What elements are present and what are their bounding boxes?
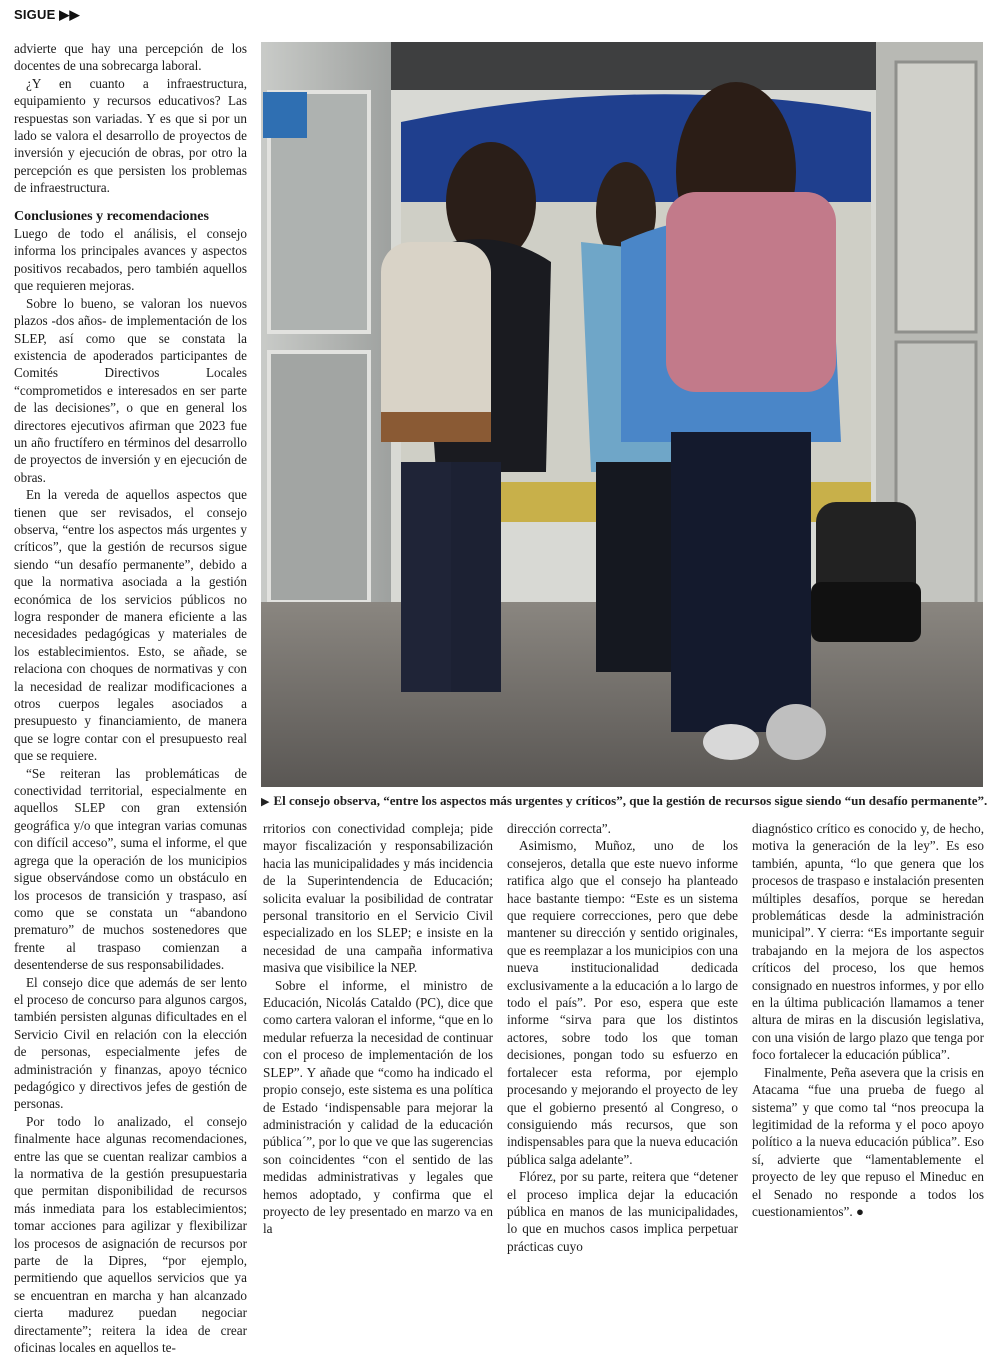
article-column-4 <box>752 820 984 1220</box>
article-column-3 <box>507 820 738 1255</box>
paragraph: advierte que hay una percepción de los docentes de una sobrecarga laboral. <box>14 41 247 74</box>
section-label-text: SIGUE <box>14 7 56 22</box>
paragraph <box>752 1064 984 1221</box>
caption-arrow-icon: ▶ <box>261 796 270 808</box>
paragraph: El consejo dice que además de ser lento el proceso de concurso para algunos cargos, también persisten algunas dificultades en el Servicio Civil en relación con la elección de personas, especialmente jefes de administración y finanzas, apoyo técnico pedagógico y directivos jefes de gestión de personas. <box>14 974 247 1112</box>
article-photo <box>261 42 983 787</box>
paragraph: rritorios con conectividad compleja; pide mayor fiscalización y responsabilización hacia las municipalidades y más incidencia de la Superintendencia de Educación; solicita evaluar la posibilidad de contratar personal transitorio en el Servicio Civil especializado en los SLEP; e insiste en la necesidad de una campaña informativa masiva que visibilice la NEP. <box>263 821 493 976</box>
paragraph: Flórez, por su parte, reitera que “detener el proceso implica dejar la educación pública en manos de las municipalidades, lo que en muchos casos implica perpetuar prácticas cuyo <box>507 1169 738 1254</box>
section-label <box>14 7 80 23</box>
students-entering-school-photo <box>261 42 983 787</box>
end-of-article-icon: ● <box>856 1203 864 1219</box>
paragraph: En la vereda de aquellos aspectos que tienen que ser revisados, el consejo observa, “entre los aspectos más urgentes y críticos”, que la gestión de recursos sigue siendo “un desafío permanente”, debido a que la normativa asociada a la gestión económica de los servicios públicos no logra responder de manera eficiente a las necesidades pedagógicas y materiales de los establecimientos. Esto, se añade, se relaciona con choques de normativas y con la necesidad de realizar modificaciones a otros cuerpos legales asociados a presupuesto y financiamiento, de manera que se logre contar con el presupuesto real que se requiere. <box>14 487 247 764</box>
double-arrow-icon: ▶▶ <box>59 7 80 22</box>
paragraph: Por todo lo analizado, el consejo finalmente hace algunas recomendaciones, entre las que se cuentan realizar cambios a la normativa de la gestión presupuestaria que permitan disponibilidad de recursos más inmediata para los establecimientos; tomar acciones para agilizar y flexibilizar los procesos de asignación de recursos por parte de la Dipres, “por ejemplo, permitiendo que aquellos servicios que ya se encuentran en marcha y han alcanzado cierta madurez puedan negociar directamente”; reitera la idea de crear oficinas locales en aquellos te- <box>14 1113 247 1356</box>
paragraph: dirección correcta”. <box>507 821 611 836</box>
paragraph: ¿Y en cuanto a infraestructura, equipamiento y recursos educativos? Las respuestas son variadas. Y es que si por un lado se valora el desarrollo de proyectos de inversión y ejecución de obras, por otro la percepción es que persisten los problemas de infraestructura. <box>14 75 247 196</box>
article-column-1 <box>14 40 247 1356</box>
paragraph: “Se reiteran las problemáticas de conectividad territorial, especialmente en aquellos SLEP con gran extensión geográfica y/o que integran varias comunas con difícil acceso”, suma el informe, el que agrega que la operación de los municipios sigue observándose como un obstáculo en los procesos de transición y traspaso, así como que se constata un “abandono prematuro” de muchos sostenedores que frente al traspaso comienzan a desentenderse de sus responsabilidades. <box>14 765 247 973</box>
section-heading: Conclusiones y recomendaciones <box>14 208 209 224</box>
paragraph: Sobre lo bueno, se valoran los nuevos plazos -dos años- de implementación de los SLEP, así como que se constata la existencia de apoderados participantes de Comités Directivos Locales “comprometidos e interesados en ser parte de las decisiones”, o que en general los directores ejecutivos afirman que 2023 fue un año fructífero en términos del desarrollo de proyectos de inversión y en ejecución de obras. <box>14 295 247 485</box>
caption-text: El consejo observa, “entre los aspectos más urgentes y críticos”, que la gestión de recursos sigue siendo “un desafío permanente”. <box>273 793 988 808</box>
photo-caption <box>261 792 1000 811</box>
paragraph: Luego de todo el análisis, el consejo informa los principales avances y aspectos positivos recabados, pero también aquellos que requieren mejoras. <box>14 226 247 294</box>
paragraph: Asimismo, Muñoz, uno de los consejeros, detalla que este nuevo informe ratifica algo que el consejo ha planteado hace bastante tiempo: “Este es un sistema que requiere correcciones, pero que debe mantener su dirección y sentido originales, que es reemplazar a los municipios con una nueva institucionalidad dedicada exclusivamente a la educación a lo largo de todo el país”. Por eso, espera que este informe “sirva para que los distintos actores, sobre todo los que toman decisiones, pongan todo su esfuerzo en fortalecer esta reforma, por ejemplo procesando y mejorando el proyecto de ley que el gobierno presentó al Congreso, o consiguiendo más recursos, que son indispensables para que la nueva educación pública salga adelante”. <box>507 838 738 1167</box>
paragraph: Sobre el informe, el ministro de Educación, Nicolás Cataldo (PC), dice que como cartera valoran el informe, “que en lo medular refuerza la necesidad de continuar con el proceso de implementación de los SLEP”. Y añade que “como ha indicado el propio consejo, este sistema es una política de Estado ‘indispensable para mejorar la administración y calidad de la educación pública´”, por lo que ve que las sugerencias son coincidentes “con el sentido de las medidas administrativas y legales que hemos adoptado, y confirma que el proyecto de ley presentado en marzo va en la <box>263 977 493 1237</box>
article-column-2 <box>263 820 493 1238</box>
paragraph-text: Finalmente, Peña asevera que la crisis en Atacama “fue una prueba de fuego al sistema” y que como tal “nos preocupa la legitimidad de la reforma y el poco apoyo político a la nueva educación pública”. Eso sí, advierte que “lamentablemente el proyecto de ley que repuso el Mineduc en el Senado no responde a todos los cuestionamientos”. <box>752 1064 984 1219</box>
paragraph: diagnóstico crítico es conocido y, de hecho, motiva la generación de la ley”. Es eso también, apunta, “lo que genera que los procesos de traspaso e instalación presenten múltiples desafíos, porque se heredan problemáticas desde la administración municipal”. Y cierra: “Es importante seguir trabajando en la mejora de los aspectos críticos del proceso, los que hemos consignado en nuestros informes, y por ello en la última publicación llamamos a tener altura de miras en la discusión legislativa, con una visión de largo plazo que tenga por foco fortalecer la educación pública”. <box>752 821 984 1063</box>
